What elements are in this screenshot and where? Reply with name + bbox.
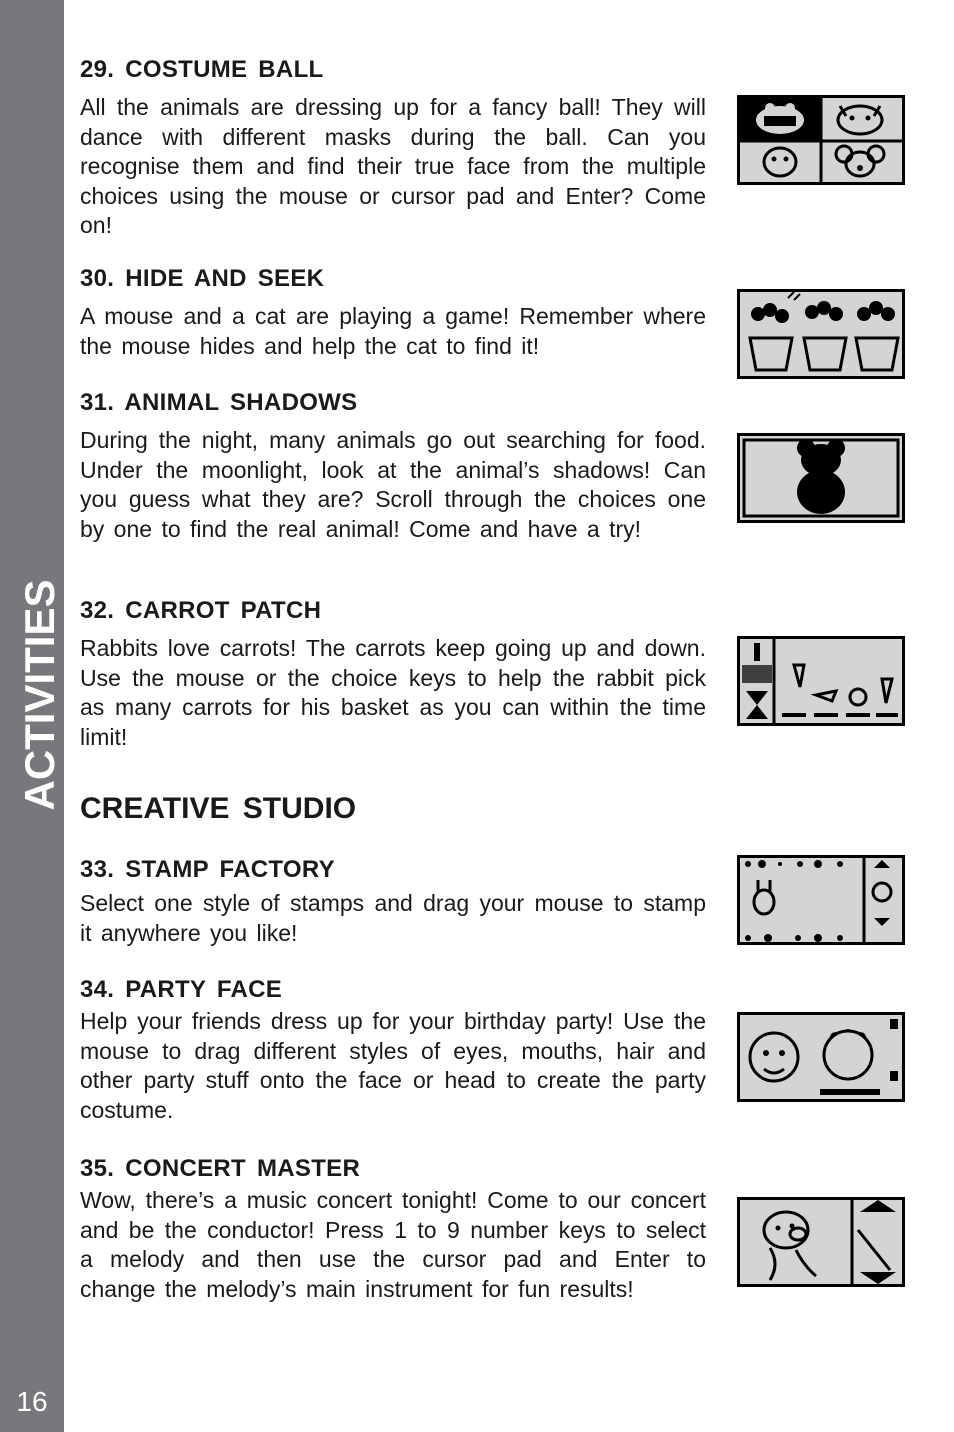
activity-text-34: Help your friends dress up for your birthday party! Use the mouse to drag different styles of eyes, mouths, hair and other party stuff onto the face or head to create the party costume. <box>80 1008 706 1123</box>
stamp-factory-screen-icon <box>737 855 905 945</box>
activity-text-29: All the animals are dressing up for a fancy ball! They will dance with different masks during the ball. Can you recognise them and find their true face from the multiple choices using the mouse or cursor pad and Enter? Come on! <box>80 94 706 238</box>
costume-ball-screen-icon <box>737 95 905 185</box>
activity-title-31: 31. ANIMAL SHADOWS <box>80 389 358 416</box>
sidebar <box>0 0 64 1432</box>
party-face-screen-icon <box>737 1012 905 1102</box>
activity-title-30: 30. HIDE AND SEEK <box>80 265 325 292</box>
activity-title-34: 34. PARTY FACE <box>80 976 283 1003</box>
carrot-patch-screen-icon <box>737 636 905 726</box>
section-title: CREATIVE STUDIO <box>80 792 357 825</box>
activity-title-32: 32. CARROT PATCH <box>80 597 322 624</box>
activity-text-35: Wow, there’s a music concert tonight! Come to our concert and be the conductor! Press 1 to 9 number keys to select a melody and then use the cursor pad and Enter to change the melody’s main instrument for fun results! <box>80 1187 706 1302</box>
animal-shadows-screen-icon <box>737 433 905 523</box>
activity-text-32: Rabbits love carrots! The carrots keep going up and down. Use the mouse or the choice keys to help the rabbit pick as many carrots for his basket as you can within the time limit! <box>80 635 706 750</box>
activity-text-33: Select one style of stamps and drag your mouse to stamp it anywhere you like! <box>80 890 706 946</box>
activity-text-31: During the night, many animals go out searching for food. Under the moonlight, look at the animal’s shadows! Can you guess what they are? Scroll through the choices one by one to find the real animal! Come and have a try! <box>80 427 706 542</box>
concert-master-screen-icon <box>737 1197 905 1287</box>
activity-text-30: A mouse and a cat are playing a game! Remember where the mouse hides and help the cat to find it! <box>80 303 706 359</box>
activity-title-29: 29. COSTUME BALL <box>80 56 324 83</box>
activity-title-35: 35. CONCERT MASTER <box>80 1155 361 1182</box>
activity-title-33: 33. STAMP FACTORY <box>80 856 335 883</box>
hide-and-seek-screen-icon <box>737 289 905 379</box>
sidebar-label: ACTIVITIES <box>16 579 63 811</box>
page-number: 16 <box>16 1386 48 1417</box>
